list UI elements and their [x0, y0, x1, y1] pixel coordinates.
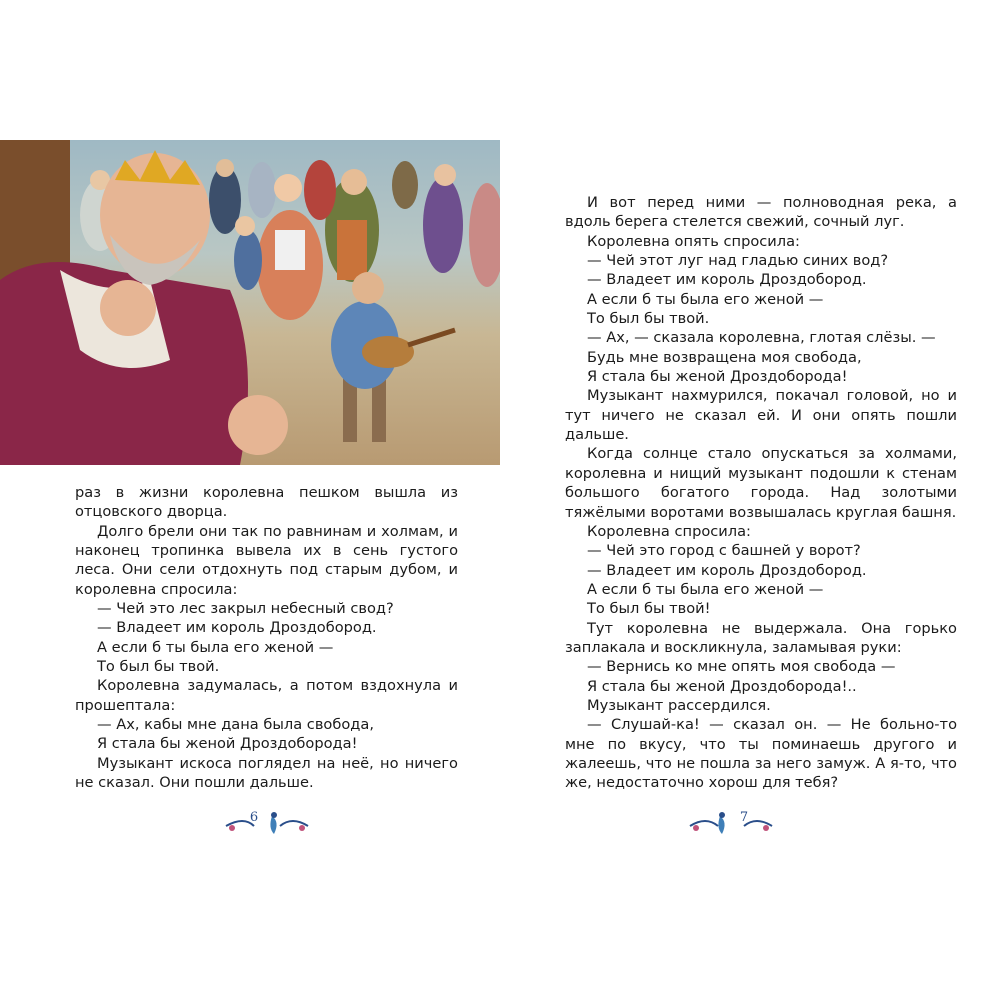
paragraph: Когда солнце стало опускаться за холмами, королевна и нищий музыкант подошли к стенам большого богатого города. Над золотыми тяжёлыми воротами возвышалась круглая башня.	[565, 445, 957, 521]
right-page-text	[565, 193, 957, 793]
verse-line: — Чей это город с башней у ворот?	[587, 542, 861, 560]
paragraph: Музыкант искоса поглядел на неё, но ничего не сказал. Они пошли дальше.	[75, 754, 458, 792]
page-number-ornament	[686, 804, 776, 844]
paragraph: И вот перед ними — полноводная река, а вдоль берега стелется свежий, сочный луг.	[565, 194, 957, 231]
left-page-text	[75, 483, 458, 793]
verse-line: — Ах, кабы мне дана была свобода,	[97, 716, 374, 734]
verse-line: Будь мне возвращена моя свобода,	[587, 348, 862, 366]
page-number: 7	[739, 810, 749, 825]
paragraph: Королевна опять спросила:	[587, 232, 800, 250]
lute-icon	[362, 336, 414, 368]
crown-icon	[115, 150, 200, 185]
verse-line: — Владеет им король Дроздобород.	[97, 619, 377, 637]
verse-line: — Чей этот луг над гладью синих вод?	[587, 252, 889, 270]
paragraph: Музыкант рассердился.	[587, 696, 771, 714]
illustration-drawing	[0, 140, 500, 465]
verse-line: Я стала бы женой Дроздоборода!..	[587, 677, 857, 695]
paragraph: — Слушай-ка! — сказал он. — Не больно-то мне по вкусу, что ты поминаешь другого и жалеешь, что не пошла за него замуж. А я-то, что же, недостаточно хорош для тебя?	[565, 716, 957, 792]
page-number-ornament	[222, 804, 312, 844]
verse-line: А если б ты была его женой —	[587, 580, 824, 598]
musician-figure	[331, 272, 455, 442]
verse-line: — Владеет им король Дроздобород.	[587, 561, 867, 579]
verse-line: — Ах, — сказала королевна, глотая слёзы. —	[587, 329, 936, 347]
paragraph: Королевна спросила:	[587, 522, 751, 540]
verse-line: А если б ты была его женой —	[587, 290, 824, 308]
verse-line: — Вернись ко мне опять моя свобода —	[587, 658, 896, 676]
paragraph: Королевна задумалась, а потом вздохнула и прошептала:	[75, 677, 458, 714]
paragraph: Долго брели они так по равнинам и холмам, и наконец тропинка вывела их в сень густого леса. Они сели отдохнуть под старым дубом, и королевна спросила:	[75, 522, 458, 598]
wooden-post	[0, 140, 70, 280]
verse-line: — Владеет им король Дроздобород.	[587, 271, 867, 289]
page-number: 6	[249, 810, 259, 825]
right-page	[500, 0, 1000, 1000]
verse-line: А если б ты была его женой —	[97, 638, 334, 656]
verse-line: То был бы твой.	[97, 658, 220, 676]
paragraph: Тут королевна не выдержала. Она горько заплакала и воскликнула, заламывая руки:	[565, 619, 957, 656]
paragraph: Музыкант нахмурился, покачал головой, но и тут ничего не сказал ей. И они опять пошли дальше.	[565, 387, 957, 444]
verse-line: То был бы твой.	[587, 310, 710, 328]
paragraph: раз в жизни королевна пешком вышла из отцовского дворца.	[75, 484, 458, 521]
verse-line: — Чей это лес закрыл небесный свод?	[97, 600, 394, 618]
verse-line: Я стала бы женой Дроздоборода!	[587, 368, 848, 386]
king-and-musician-illustration	[0, 140, 500, 465]
verse-line: Я стала бы женой Дроздоборода!	[97, 735, 358, 753]
verse-line: То был бы твой!	[587, 600, 711, 618]
